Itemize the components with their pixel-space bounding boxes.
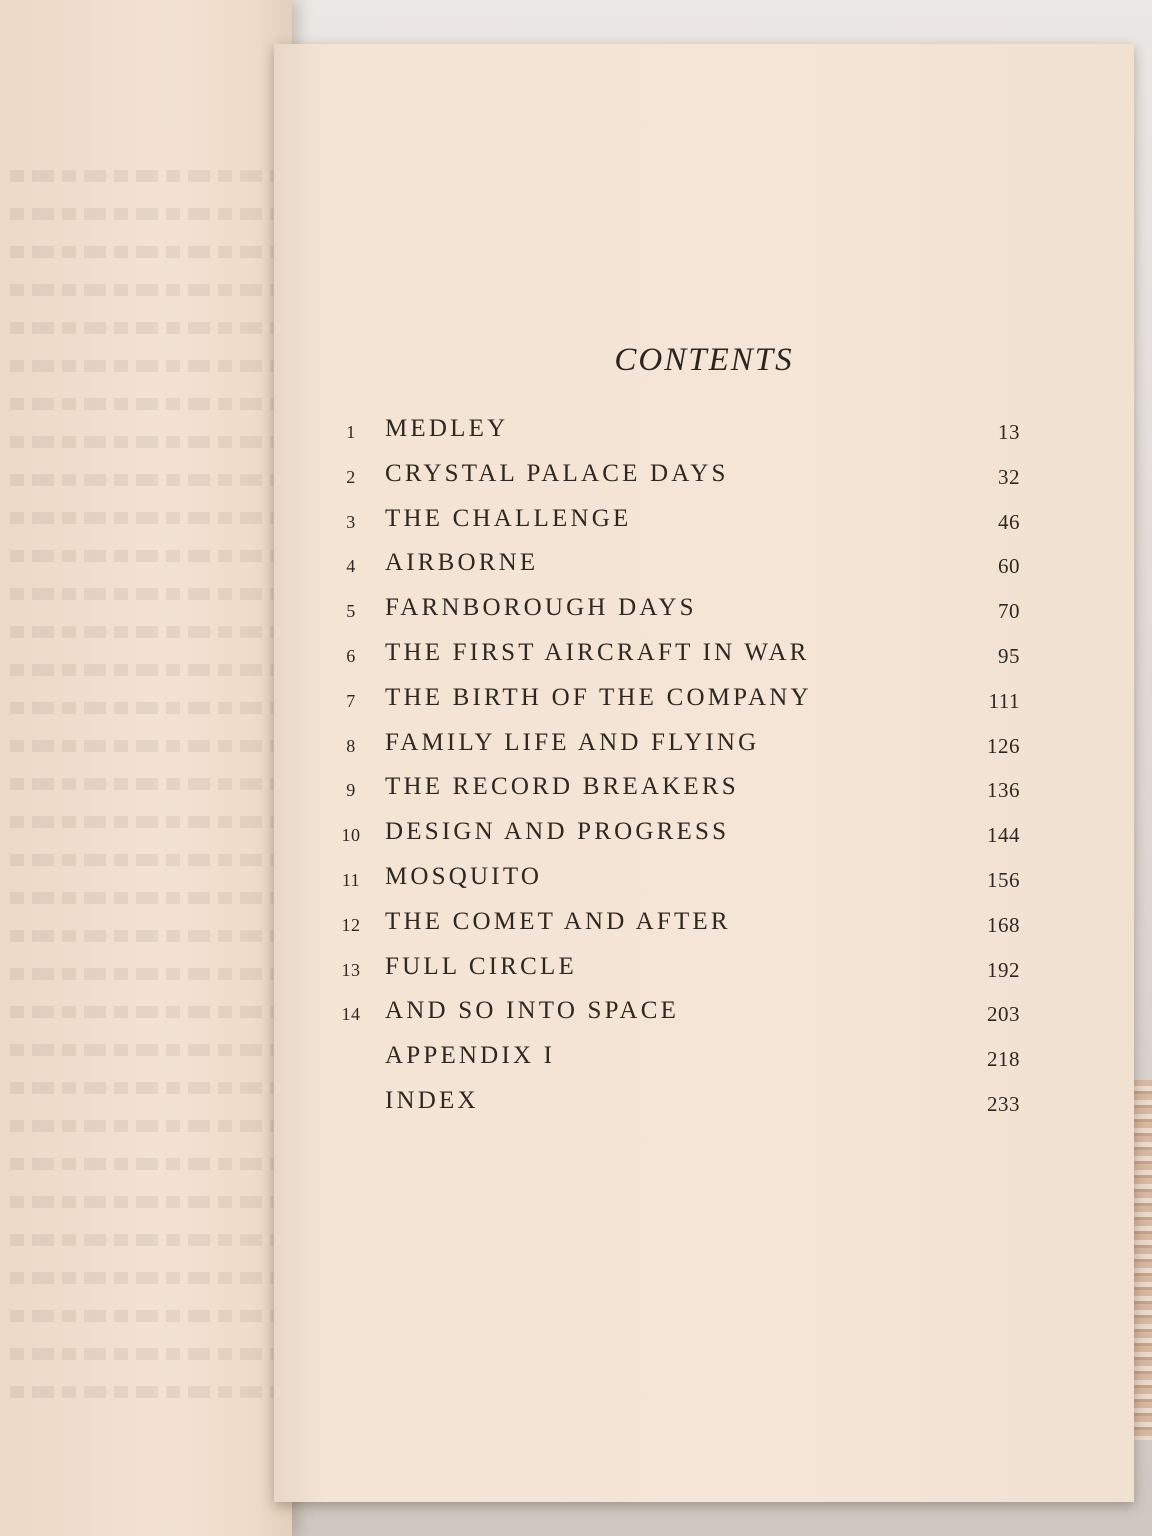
page-title: CONTENTS [614, 342, 794, 378]
toc-entry [334, 901, 1034, 946]
chapter-title: THE RECORD BREAKERS [385, 773, 739, 801]
chapter-number: 6 [346, 645, 356, 666]
table-of-contents [334, 408, 1034, 1125]
page-number: 144 [987, 823, 1020, 848]
page-number: 95 [998, 643, 1020, 668]
toc-entry [334, 1035, 1034, 1080]
toc-entry [334, 587, 1034, 632]
chapter-title: MEDLEY [385, 415, 509, 442]
chapter-title: FULL CIRCLE [385, 952, 577, 980]
chapter-number: 12 [341, 914, 361, 935]
toc-entry [334, 722, 1034, 767]
toc-entry [334, 766, 1034, 811]
page-number: 168 [987, 912, 1020, 937]
chapter-title: AIRBORNE [385, 549, 539, 577]
chapter-number: 13 [341, 959, 361, 980]
page-number: 126 [987, 733, 1020, 758]
chapter-title: AND SO INTO SPACE [385, 997, 680, 1025]
toc-entry [334, 1080, 1034, 1125]
chapter-title: MOSQUITO [385, 862, 543, 890]
chapter-number: 5 [346, 601, 356, 622]
page-number: 203 [987, 1002, 1020, 1027]
toc-entry [334, 811, 1034, 856]
chapter-number: 2 [346, 466, 356, 487]
page-number: 233 [987, 1091, 1020, 1116]
show-through-text-texture [0, 170, 292, 1470]
toc-entry [334, 498, 1034, 543]
chapter-title: FARNBOROUGH DAYS [385, 594, 697, 622]
page-number: 218 [987, 1047, 1020, 1072]
chapter-number: 7 [346, 690, 356, 711]
toc-entry [334, 677, 1034, 722]
chapter-title: THE BIRTH OF THE COMPANY [385, 683, 812, 711]
page-number: 136 [987, 778, 1020, 803]
toc-entry [334, 408, 1034, 453]
page-number: 13 [998, 420, 1020, 444]
toc-entry [334, 856, 1034, 901]
chapter-title: THE COMET AND AFTER [385, 907, 731, 935]
chapter-number: 11 [341, 869, 361, 890]
chapter-number: 4 [346, 556, 356, 577]
toc-entry [334, 632, 1034, 677]
chapter-number: 3 [346, 511, 356, 532]
chapter-title: DESIGN AND PROGRESS [385, 818, 730, 846]
toc-entry [334, 542, 1034, 587]
chapter-number: 14 [341, 1004, 361, 1025]
toc-entry [334, 453, 1034, 498]
chapter-title: CRYSTAL PALACE DAYS [385, 459, 729, 487]
chapter-title: THE FIRST AIRCRAFT IN WAR [385, 638, 810, 666]
toc-entry [334, 946, 1034, 991]
page-number: 32 [998, 464, 1020, 489]
chapter-title: FAMILY LIFE AND FLYING [385, 728, 760, 756]
chapter-number: 10 [341, 825, 361, 846]
chapter-number: 1 [346, 422, 356, 442]
chapter-number: 9 [346, 780, 356, 801]
chapter-title: INDEX [385, 1086, 479, 1114]
page-number: 70 [998, 599, 1020, 624]
toc-entry [334, 990, 1034, 1035]
chapter-title: THE CHALLENGE [385, 504, 632, 532]
page-number: 60 [998, 554, 1020, 579]
chapter-number: 8 [346, 735, 356, 756]
page-number: 46 [998, 509, 1020, 534]
left-facing-page [0, 0, 292, 1536]
contents-page [274, 44, 1134, 1502]
chapter-title: APPENDIX I [385, 1042, 556, 1070]
page-number: 156 [987, 867, 1020, 892]
page-number: 192 [987, 957, 1020, 982]
page-number: 111 [988, 688, 1020, 713]
